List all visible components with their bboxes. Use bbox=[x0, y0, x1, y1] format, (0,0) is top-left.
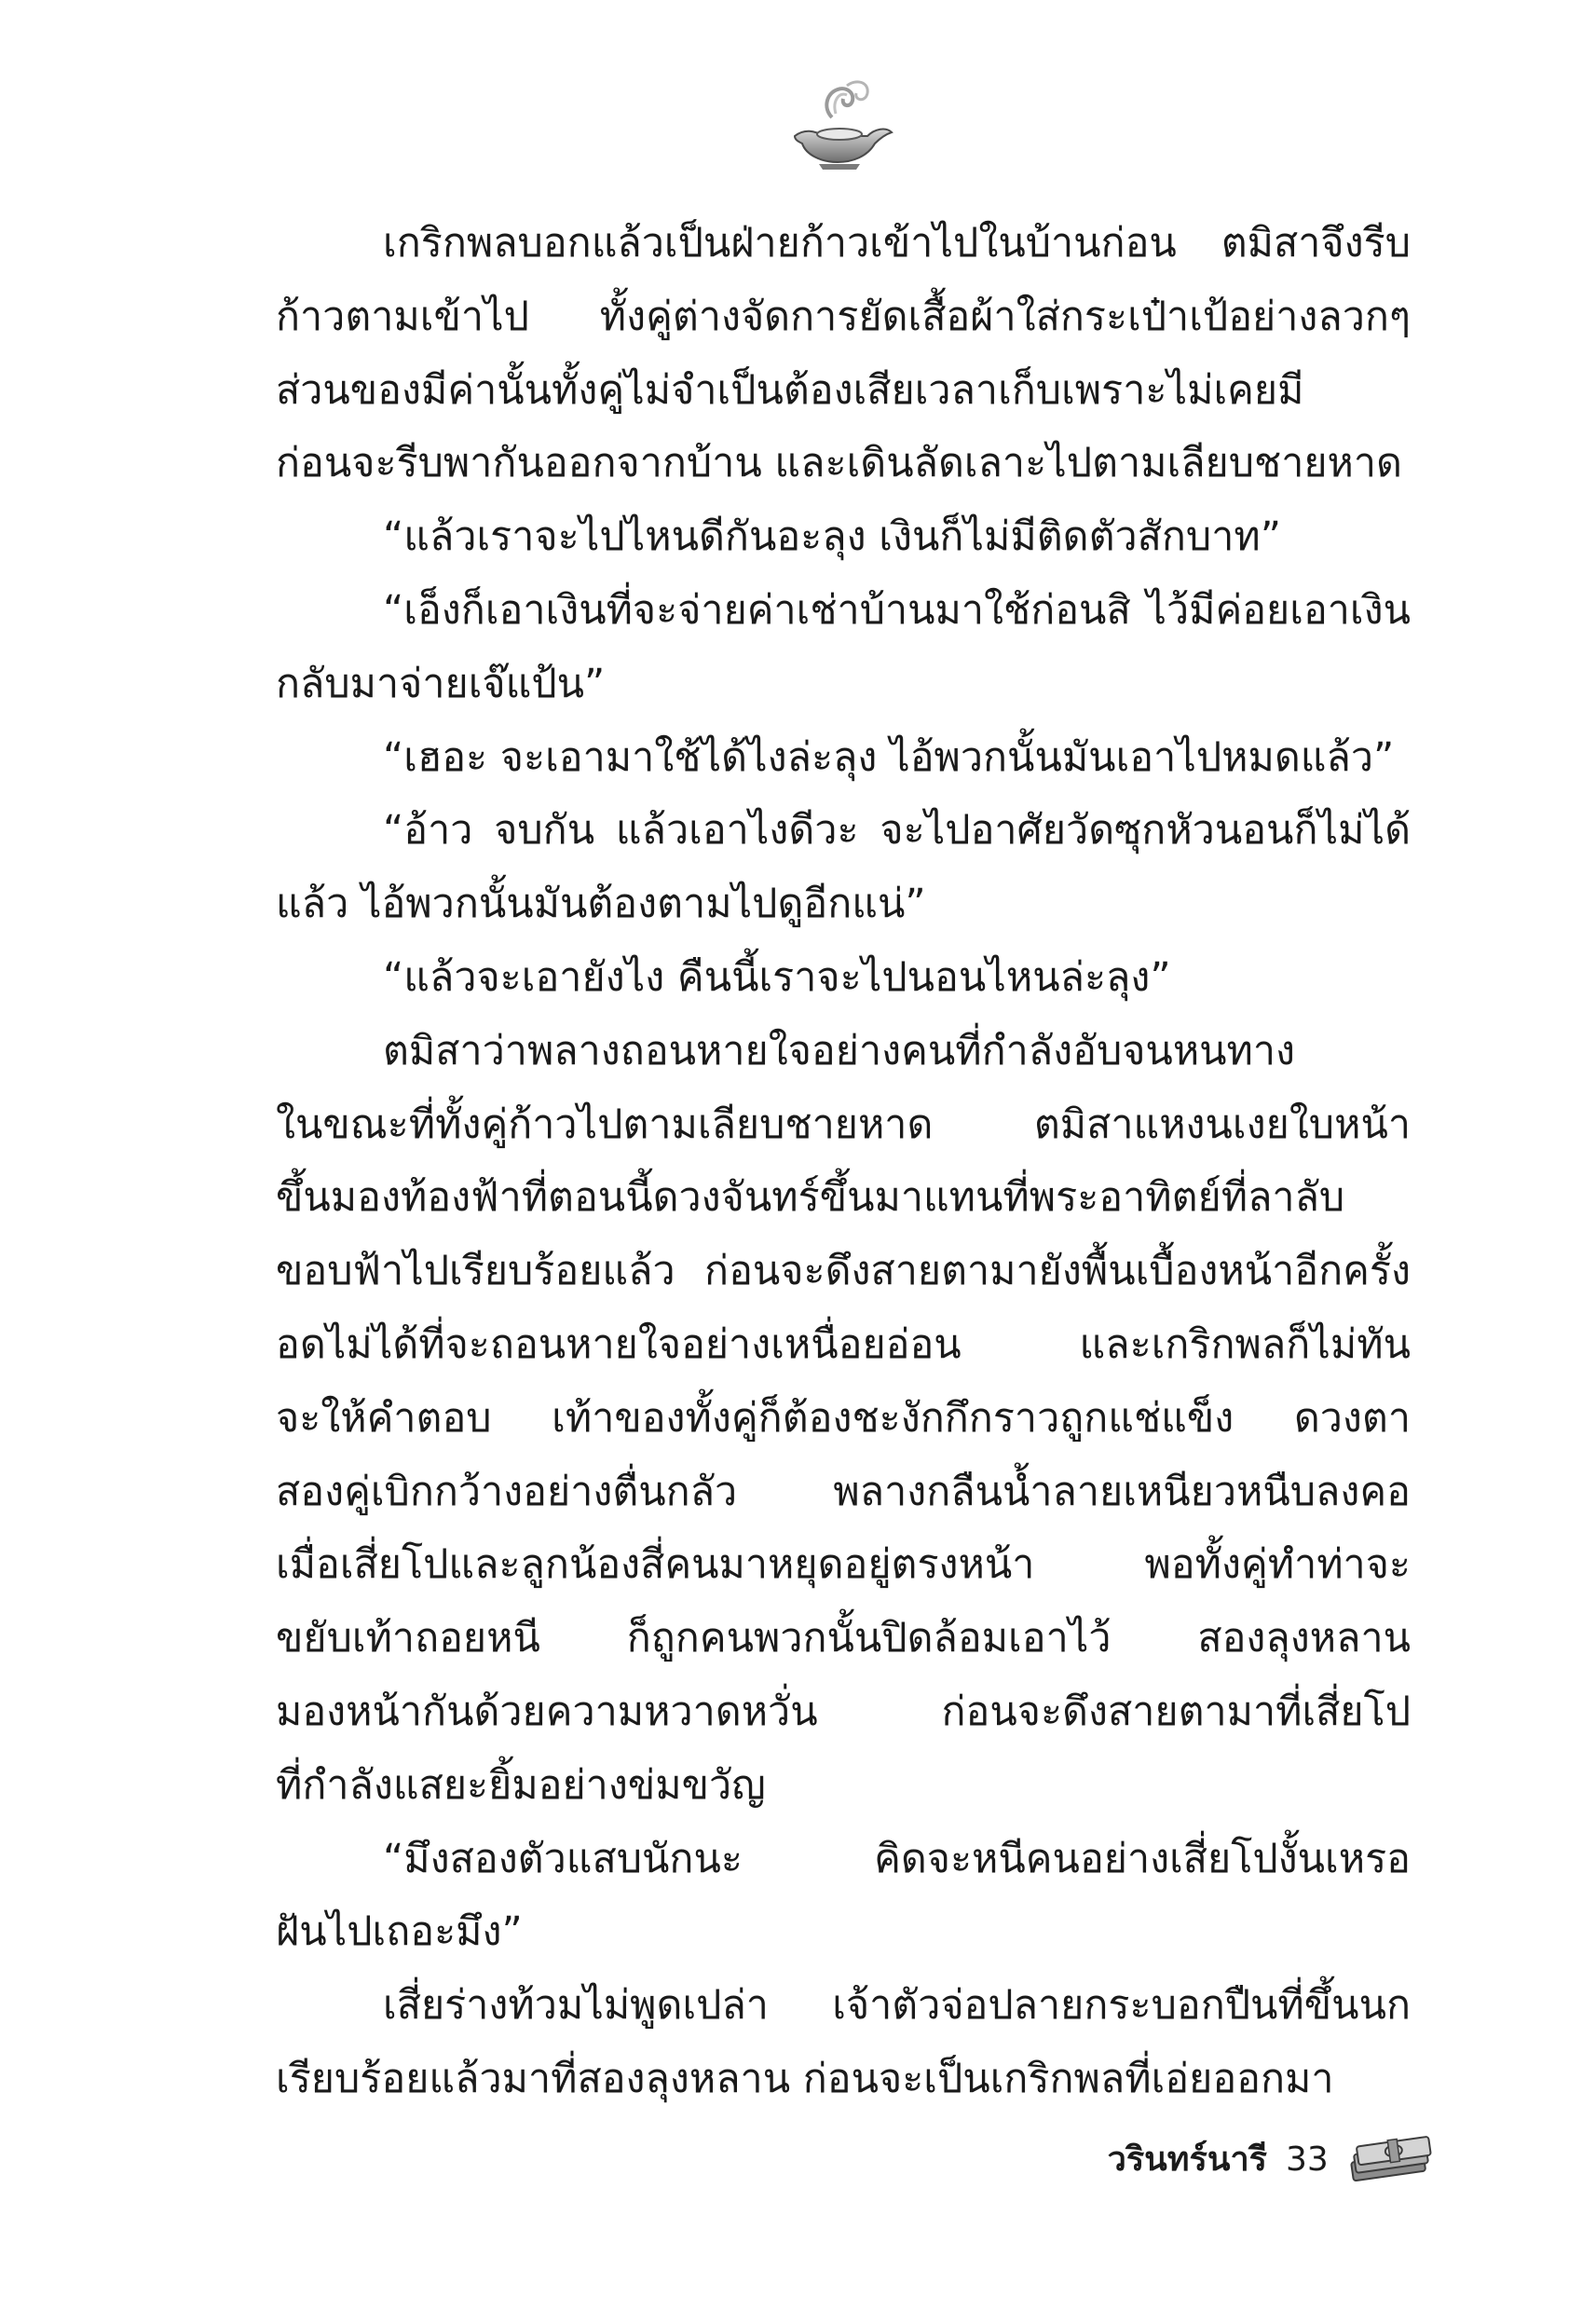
text-line: ขึ้นมองท้องฟ้าที่ตอนนี้ดวงจันทร์ขึ้นมาแทนที่พระอาทิตย์ที่ลาลับ bbox=[276, 1174, 1345, 1222]
body-text bbox=[276, 207, 1411, 2116]
text-line: ก้าวตามเข้าไป ทั้งคู่ต่างจัดการยัดเสื้อผ้าใส่กระเป๋าเป้อย่างลวกๆ bbox=[276, 293, 1411, 340]
text-line: มองหน้ากันด้วยความหวาดหวั่น ก่อนจะดึงสายตามาที่เสี่ยโป bbox=[276, 1688, 1411, 1735]
money-stack-icon bbox=[1342, 2133, 1435, 2185]
text-line: สองคู่เบิกกว้างอย่างตื่นกลัว พลางกลืนน้ำลายเหนียวหนืบลงคอ bbox=[276, 1468, 1411, 1515]
text-line: ฝันไปเถอะมึง” bbox=[276, 1908, 523, 1956]
text-line: ก่อนจะรีบพากันออกจากบ้าน และเดินลัดเลาะไปตามเลียบชายหาด bbox=[276, 440, 1402, 487]
text-line: แล้ว ไอ้พวกนั้นมันต้องตามไปดูอีกแน่” bbox=[276, 881, 926, 928]
text-line: “เฮอะ จะเอามาใช้ได้ไงล่ะลุง ไอ้พวกนั้นมันเอาไปหมดแล้ว” bbox=[383, 733, 1395, 781]
text-line: ที่กำลังแสยะยิ้มอย่างข่มขวัญ bbox=[276, 1761, 766, 1809]
text-line: เรียบร้อยแล้วมาที่สองลุงหลาน ก่อนจะเป็นเกริกพลที่เอ่ยออกมา bbox=[276, 2055, 1334, 2102]
text-line: เกริกพลบอกแล้วเป็นฝ่ายก้าวเข้าไปในบ้านก่อน ตมิสาจึงรีบ bbox=[383, 220, 1411, 267]
text-line: กลับมาจ่ายเจ๊แป้น” bbox=[276, 660, 606, 707]
text-line: ในขณะที่ทั้งคู่ก้าวไปตามเลียบชายหาด ตมิสาแหงนเงยใบหน้า bbox=[276, 1101, 1411, 1148]
text-line: ตมิสาว่าพลางถอนหายใจอย่างคนที่กำลังอับจนหนทาง bbox=[383, 1027, 1296, 1074]
text-line: ส่วนของมีค่านั้นทั้งคู่ไม่จำเป็นต้องเสียเวลาเก็บเพราะไม่เคยมี bbox=[276, 366, 1304, 414]
text-line: เสี่ยร่างท้วมไม่พูดเปล่า เจ้าตัวจ่อปลายกระบอกปืนที่ขึ้นนก bbox=[383, 1982, 1411, 2030]
text-line: จะให้คำตอบ เท้าของทั้งคู่ก็ต้องชะงักกึกราวถูกแช่แข็ง ดวงตา bbox=[276, 1394, 1411, 1442]
page-number: 33 bbox=[1286, 2140, 1329, 2179]
text-line: “แล้วเราจะไปไหนดีกันอะลุง เงินก็ไม่มีติดตัวสักบาท” bbox=[383, 513, 1281, 561]
text-line: “มึงสองตัวแสบนักนะ คิดจะหนีคนอย่างเสี่ยโปงั้นเหรอ bbox=[383, 1835, 1411, 1882]
genie-lamp-icon bbox=[778, 73, 899, 175]
text-line: ขอบฟ้าไปเรียบร้อยแล้ว ก่อนจะดึงสายตามายังพื้นเบื้องหน้าอีกครั้ง bbox=[276, 1248, 1411, 1295]
text-line: เมื่อเสี่ยโปและลูกน้องสี่คนมาหยุดอยู่ตรงหน้า พอทั้งคู่ทำท่าจะ bbox=[276, 1541, 1411, 1589]
text-line: อดไม่ได้ที่จะถอนหายใจอย่างเหนื่อยอ่อน และเกริกพลก็ไม่ทัน bbox=[276, 1320, 1411, 1368]
text-line: “เอ็งก็เอาเงินที่จะจ่ายค่าเช่าบ้านมาใช้ก่อนสิ ไว้มีค่อยเอาเงิน bbox=[383, 586, 1411, 634]
book-title: วรินทร์นารี bbox=[1107, 2140, 1267, 2179]
text-line: ขยับเท้าถอยหนี ก็ถูกคนพวกนั้นปิดล้อมเอาไว้ สองลุงหลาน bbox=[276, 1615, 1411, 1662]
page-footer bbox=[1062, 2129, 1472, 2195]
text-line: “อ้าว จบกัน แล้วเอาไงดีวะ จะไปอาศัยวัดซุกหัวนอนก็ไม่ได้ bbox=[383, 807, 1411, 855]
text-line: “แล้วจะเอายังไง คืนนี้เราจะไปนอนไหนล่ะลุง” bbox=[383, 953, 1171, 1001]
